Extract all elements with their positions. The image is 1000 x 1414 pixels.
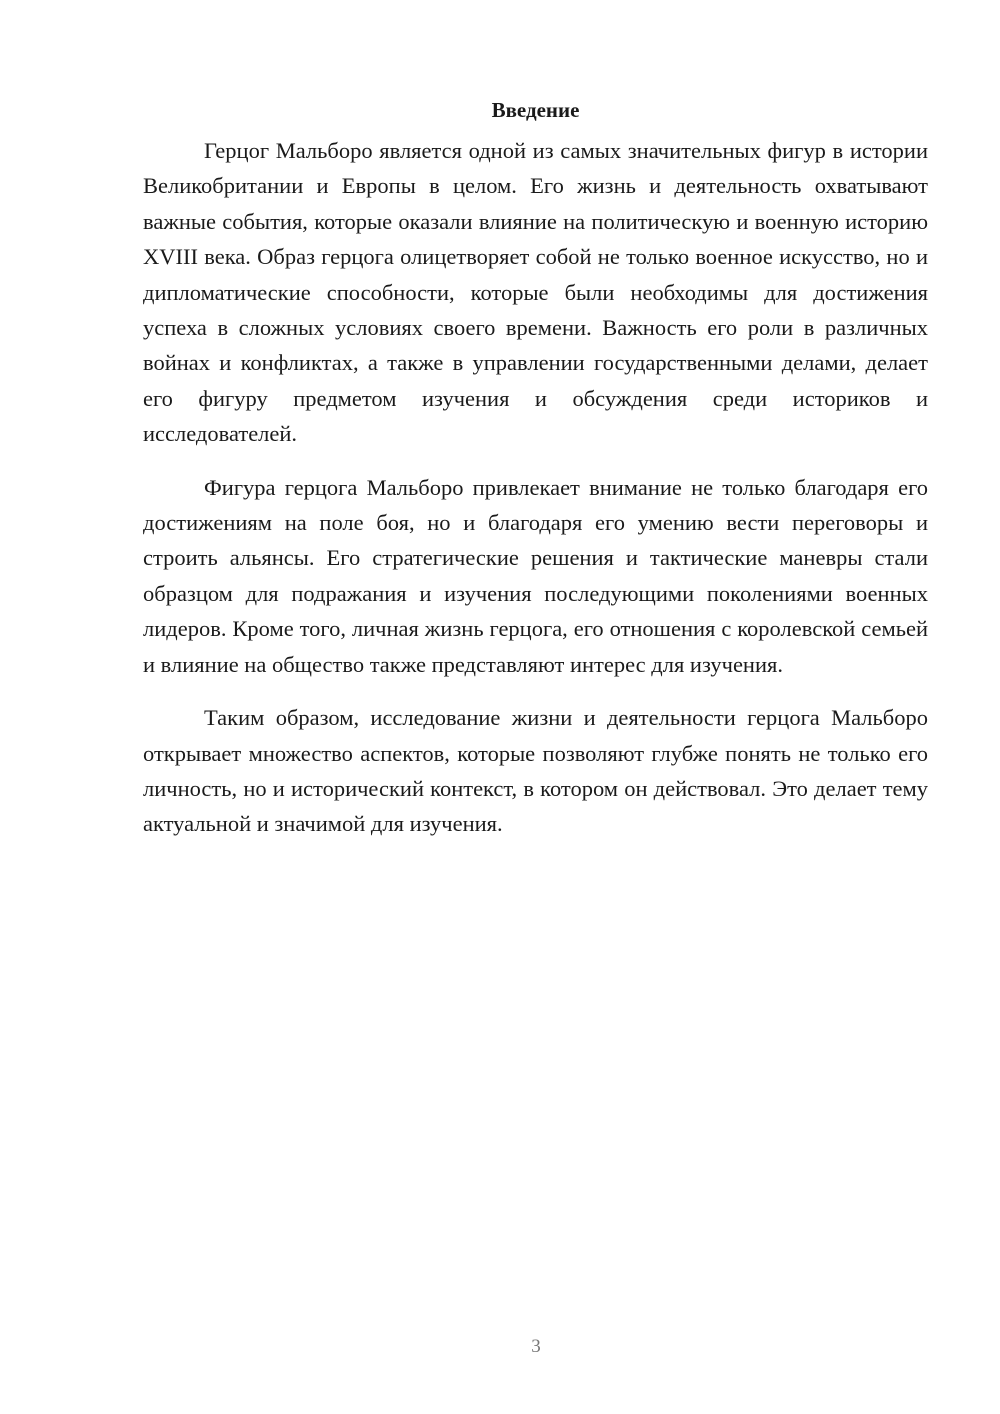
paragraph-2: Фигура герцога Мальборо привлекает внимание не только благодаря его достижениям на поле боя, но и благодаря его умению вести переговоры и строить альянсы. Его стратегические решения и тактические маневры стали образцом для подражания и изучения последующими поколениями военных лидеров. Кроме того, личная жизнь герцога, его отношения с королевской семьей и влияние на общество также представляют интерес для изучения. [143, 474, 928, 677]
section-title: Введение [491, 98, 580, 122]
page-number: 3 [531, 1336, 541, 1357]
page-content [143, 95, 928, 860]
paragraph-3: Таким образом, исследование жизни и деятельности герцога Мальборо открывает множество аспектов, которые позволяют глубже понять не только его личность, но и исторический контекст, в котором он действовал. Это делает тему актуальной и значимой для изучения. [143, 705, 928, 837]
paragraph-1: Герцог Мальборо является одной из самых значительных фигур в истории Великобритании и Европы в целом. Его жизнь и деятельность охватывают важные события, которые оказали влияние на политическую и военную историю XVIII века. Образ герцога олицетворяет собой не только военное искусство, но и дипломатические способности, которые были необходимы для достижения успеха в сложных условиях своего времени. Важность его роли в различных войнах и конфликтах, а также в управлении государственными делами, делает его фигуру предметом изучения и обсуждения среди историков и исследователей. [143, 138, 928, 447]
